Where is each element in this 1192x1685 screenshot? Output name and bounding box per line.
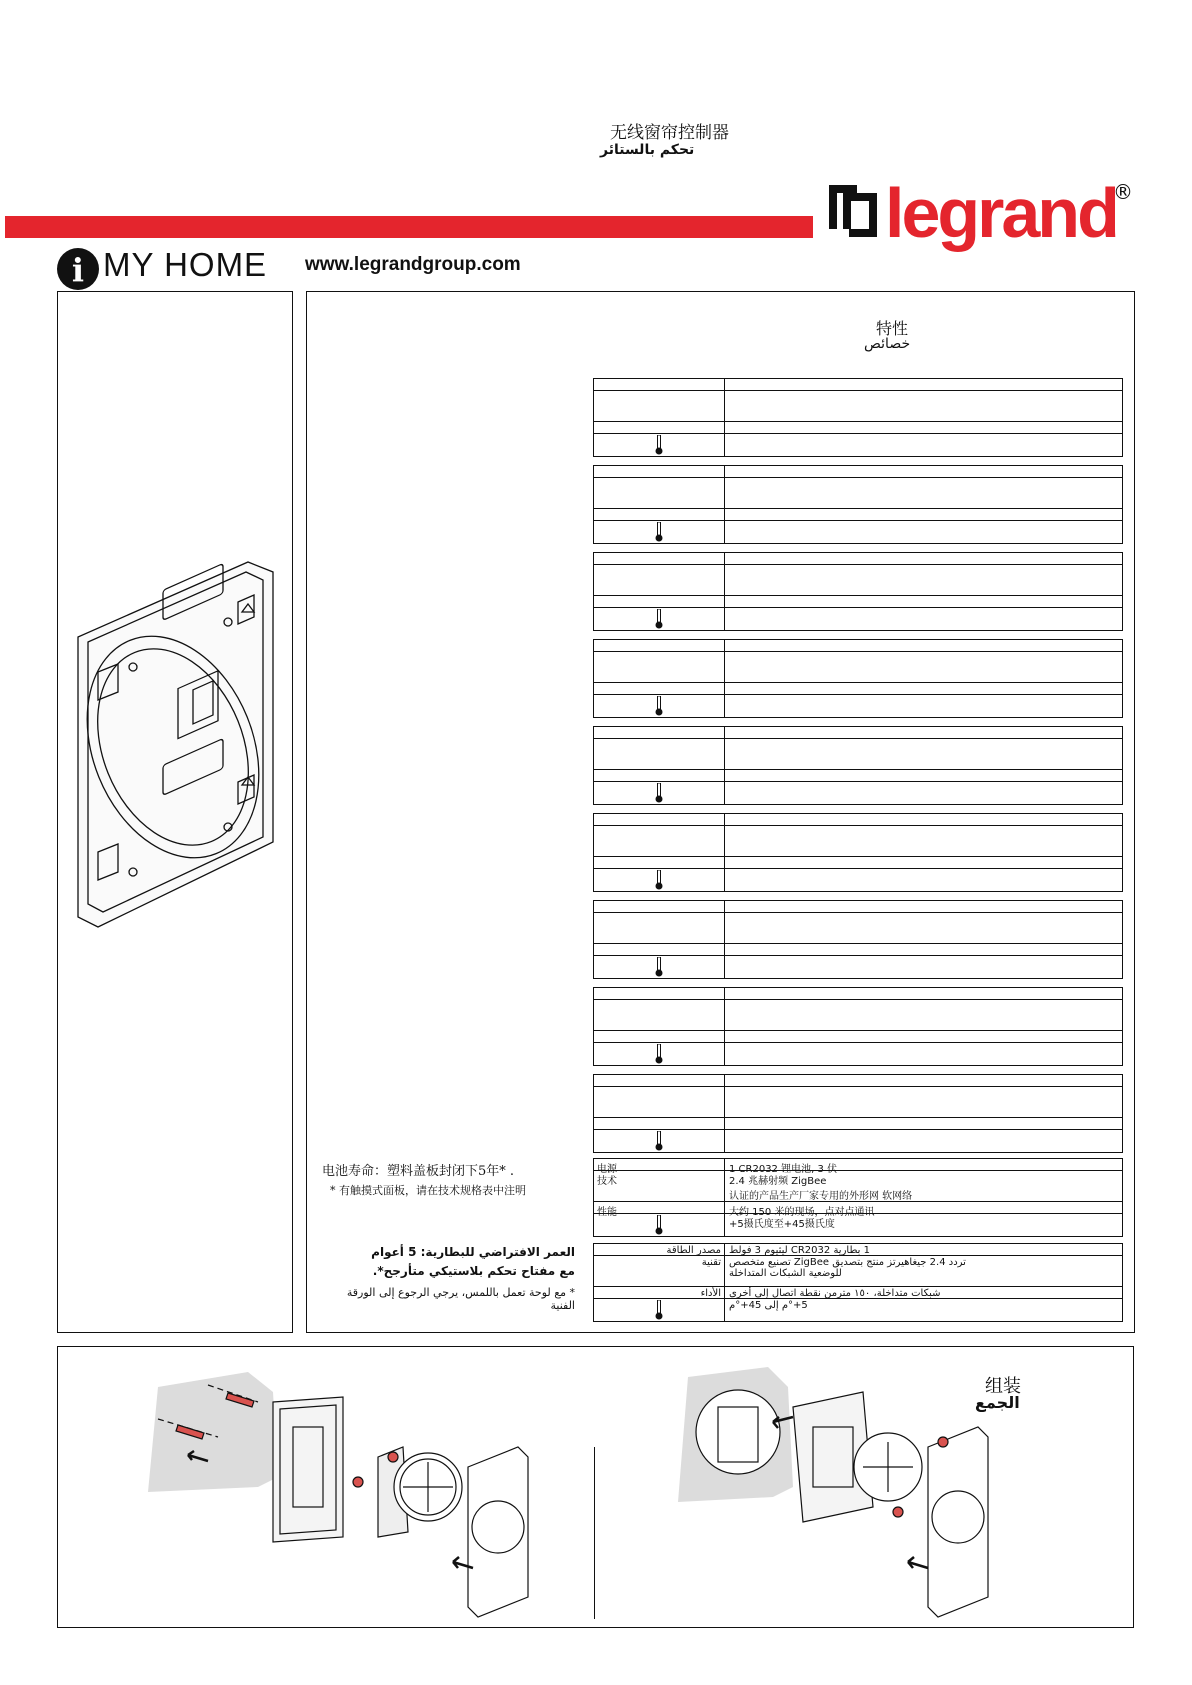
table-row [594, 595, 1122, 607]
row-label: مصدر الطاقة [594, 1244, 725, 1255]
table-row [594, 433, 1122, 456]
assembly-panel [57, 1346, 1134, 1628]
row-value [725, 739, 1122, 769]
row-label [594, 422, 725, 433]
thermometer-icon [655, 1300, 663, 1320]
row-label [594, 739, 725, 769]
row-label [594, 901, 725, 912]
table-row [594, 738, 1122, 769]
table-row [594, 607, 1122, 630]
row-label [594, 1000, 725, 1030]
spec-table-blank [593, 465, 1123, 544]
table-row [594, 999, 1122, 1030]
table-row [594, 421, 1122, 433]
row-value [725, 857, 1122, 868]
row-value [725, 608, 1122, 630]
row-label [594, 770, 725, 781]
row-value [725, 1118, 1122, 1129]
row-value [725, 565, 1122, 595]
table-row [594, 988, 1122, 999]
table-row [594, 814, 1122, 825]
document-title-arabic: تحكم بالستائر [600, 142, 695, 158]
battery-note-ar-line2: مع مفتاح تحكم بلاستيكي متأرجح*. [372, 1264, 575, 1278]
table-row [594, 651, 1122, 682]
row-value [725, 379, 1122, 390]
table-row [594, 1170, 1122, 1201]
row-value [725, 422, 1122, 433]
registered-mark: ® [1113, 180, 1133, 204]
table-row [594, 1244, 1122, 1255]
row-label [594, 391, 725, 421]
thermometer-icon [655, 870, 663, 890]
table-row [594, 1201, 1122, 1218]
table-row [594, 379, 1122, 390]
table-row [594, 1255, 1122, 1286]
thermometer-icon [655, 1215, 663, 1235]
row-value [725, 1043, 1122, 1065]
thermometer-icon [655, 783, 663, 803]
row-label: 电源 [594, 1159, 725, 1170]
spec-table-blank [593, 813, 1123, 892]
mechanism-drawing [58, 292, 292, 1332]
row-value [725, 901, 1122, 912]
spec-table-blank [593, 987, 1123, 1066]
legrand-mark-icon [827, 183, 879, 239]
row-value [725, 596, 1122, 607]
row-label [594, 857, 725, 868]
row-value [725, 782, 1122, 804]
table-row [594, 1286, 1122, 1298]
row-value [725, 1171, 1122, 1201]
row-label [594, 434, 725, 456]
row-value-line2: للوضعية الشبكات المتداخلة [729, 1268, 842, 1279]
row-value [725, 521, 1122, 543]
thermometer-icon [655, 609, 663, 629]
table-row [594, 1117, 1122, 1129]
thermometer-icon [655, 522, 663, 542]
spec-table-arabic [593, 1243, 1123, 1322]
row-value [725, 944, 1122, 955]
assembly-title-chinese: 组装 [985, 1376, 1021, 1397]
website-link[interactable]: www.legrandgroup.com [305, 254, 521, 275]
battery-note-ar-line1: العمر الافتراضي للبطارية: 5 أعوام [371, 1245, 575, 1259]
row-label [594, 1299, 725, 1321]
table-row [594, 769, 1122, 781]
row-value [725, 509, 1122, 520]
features-title-chinese: 特性 [876, 319, 909, 338]
brand-wordmark: legrand [885, 174, 1117, 252]
table-row [594, 1075, 1122, 1086]
row-label: 技术 [594, 1171, 725, 1201]
thermometer-icon [655, 957, 663, 977]
row-label [594, 1130, 725, 1152]
row-label [594, 466, 725, 477]
row-value [725, 869, 1122, 891]
row-label [594, 652, 725, 682]
battery-note-zh-line1: 电池寿命：塑料盖板封闭下5年* . [322, 1164, 515, 1179]
row-value [725, 478, 1122, 508]
row-label [594, 1043, 725, 1065]
row-label [594, 379, 725, 390]
row-value [725, 956, 1122, 978]
row-value [725, 640, 1122, 651]
table-row [594, 856, 1122, 868]
row-value [725, 1256, 1122, 1286]
row-value: 1 بطارية CR2032 ليثيوم 3 فولط [729, 1245, 871, 1256]
row-label [594, 695, 725, 717]
row-value: +5摄氏度至+45摄氏度 [729, 1219, 835, 1230]
table-row [594, 390, 1122, 421]
table-row [594, 1086, 1122, 1117]
spec-table-blank [593, 378, 1123, 457]
table-row [594, 1129, 1122, 1152]
row-label [594, 640, 725, 651]
table-row [594, 727, 1122, 738]
battery-note-ar-line3: * مع لوحة تعمل باللمس، يرجي الرجوع إلى الورقة الفنية [346, 1286, 575, 1312]
row-value [725, 434, 1122, 456]
row-value [725, 553, 1122, 564]
thermometer-icon [655, 435, 663, 455]
document-title-chinese: 无线窗帘控制器 [610, 123, 729, 143]
legrand-logo [827, 174, 1135, 260]
row-value [725, 466, 1122, 477]
row-value [725, 1087, 1122, 1117]
thermometer-icon [655, 1131, 663, 1151]
row-label [594, 869, 725, 891]
row-label [594, 782, 725, 804]
info-icon: i [57, 248, 99, 290]
row-label [594, 913, 725, 943]
row-label: الأداء [594, 1287, 725, 1298]
row-value [725, 652, 1122, 682]
row-value: 1 CR2032 锂电池, 3 伏 [729, 1164, 837, 1175]
row-value-line1: تردد 2.4 جيغاهيرتز منتج بتصديق ZigBee تصنيع متخصص [729, 1257, 966, 1268]
row-label [594, 553, 725, 564]
row-value [725, 1031, 1122, 1042]
table-row [594, 1030, 1122, 1042]
table-row [594, 508, 1122, 520]
table-row [594, 477, 1122, 508]
row-value [725, 988, 1122, 999]
table-row [594, 520, 1122, 543]
battery-note-zh-line2: * 有触摸式面板，请在技术规格表中注明 [330, 1184, 526, 1197]
row-label [594, 988, 725, 999]
row-value [725, 391, 1122, 421]
table-row [594, 466, 1122, 477]
table-row [594, 1298, 1122, 1321]
row-label [594, 1214, 725, 1236]
row-value: 大约 150 米的现场，点对点通讯 [729, 1207, 875, 1218]
spec-table-blank [593, 900, 1123, 979]
thermometer-icon [655, 696, 663, 716]
table-row [594, 781, 1122, 804]
assembly-title-arabic: الجمع [975, 1393, 1020, 1412]
row-value [725, 727, 1122, 738]
row-label [594, 1118, 725, 1129]
row-label: تقنية [594, 1256, 725, 1286]
table-row [594, 553, 1122, 564]
table-row [594, 912, 1122, 943]
table-row [594, 868, 1122, 891]
assembly-divider [594, 1447, 595, 1619]
table-row [594, 682, 1122, 694]
row-label [594, 1087, 725, 1117]
row-value [725, 913, 1122, 943]
table-row [594, 825, 1122, 856]
assembly-drawing-right [598, 1347, 1138, 1627]
spec-table-blank [593, 726, 1123, 805]
table-row [594, 955, 1122, 978]
row-label [594, 596, 725, 607]
spec-table-blank [593, 639, 1123, 718]
row-label [594, 1031, 725, 1042]
row-value [725, 695, 1122, 717]
row-value [725, 1075, 1122, 1086]
spec-table-chinese [593, 1158, 1123, 1237]
table-row [594, 1159, 1122, 1175]
table-row [594, 694, 1122, 717]
table-row [594, 1213, 1122, 1236]
table-row [594, 901, 1122, 912]
row-label [594, 478, 725, 508]
myhome-text: MY HOME [103, 246, 268, 283]
spec-table-blank [593, 552, 1123, 631]
row-value: 5+°م إلى 45+°م [729, 1300, 808, 1311]
row-value [725, 826, 1122, 856]
row-value-line2: 认证的产品生产厂家专用的外形网 软网络 [729, 1191, 913, 1202]
row-label [594, 826, 725, 856]
spec-table-blank [593, 1074, 1123, 1153]
table-row [594, 943, 1122, 955]
row-value [725, 1000, 1122, 1030]
row-label [594, 944, 725, 955]
row-label [594, 683, 725, 694]
table-row [594, 564, 1122, 595]
row-value [725, 814, 1122, 825]
row-label: 性能 [594, 1202, 725, 1213]
row-label [594, 521, 725, 543]
row-label [594, 727, 725, 738]
features-title-arabic: خصائص [864, 336, 911, 352]
row-label [594, 509, 725, 520]
table-row [594, 640, 1122, 651]
table-row [594, 1042, 1122, 1065]
row-value-line1: 2.4 兆赫射频 ZigBee [729, 1176, 827, 1187]
row-value [725, 683, 1122, 694]
thermometer-icon [655, 1044, 663, 1064]
row-value [725, 1130, 1122, 1152]
product-image-panel [57, 291, 293, 1333]
row-value [725, 770, 1122, 781]
row-label [594, 956, 725, 978]
row-value: شبكات متداخلة، ١٥٠ مترمن نقطة اتصال إلى أخرى [729, 1288, 941, 1299]
row-label [594, 814, 725, 825]
row-label [594, 1075, 725, 1086]
assembly-drawing-left [58, 1347, 598, 1627]
row-label [594, 608, 725, 630]
header-red-bar [5, 216, 813, 238]
row-label [594, 565, 725, 595]
